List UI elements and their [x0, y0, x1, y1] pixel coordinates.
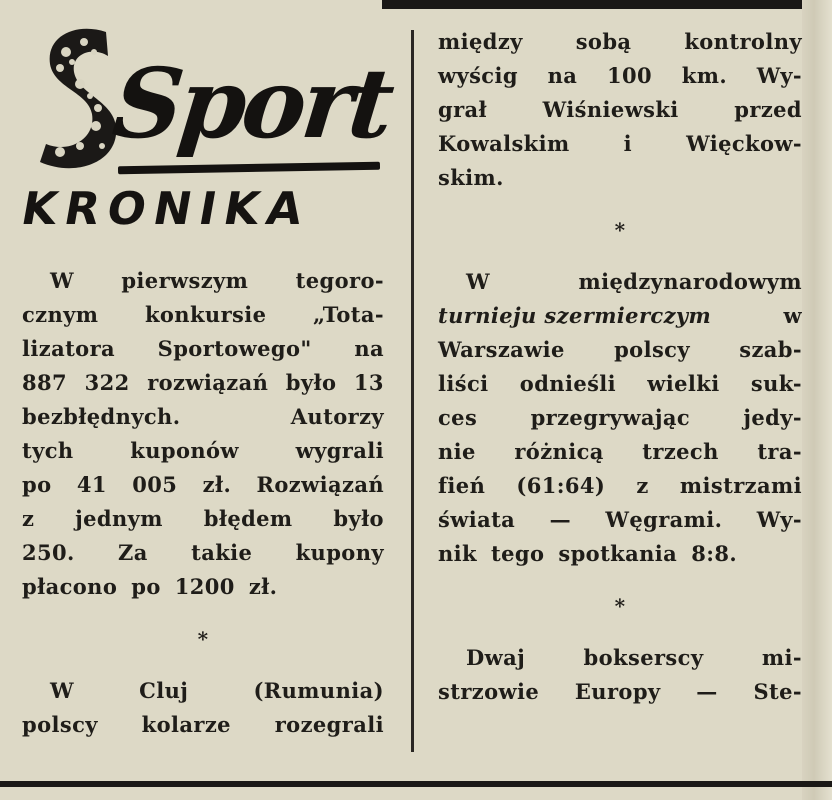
bottom-rule: [0, 781, 832, 787]
left-column: [22, 264, 384, 742]
text-line: liści odnieśli wielki suk-: [438, 371, 802, 396]
masthead-underline: [118, 162, 380, 175]
text-line: tych kuponów wygrali: [22, 438, 384, 463]
text-line: grał Wiśniewski przed: [438, 97, 802, 122]
text-line: W Cluj (Rumunia): [50, 678, 384, 703]
text-line: [438, 299, 802, 333]
masthead-title: Sport: [108, 47, 396, 160]
text-line: nik tego spotkania 8:8.: [438, 541, 738, 566]
text-line: po 41 005 zł. Rozwiązań: [22, 472, 384, 497]
text-line: skim.: [438, 165, 504, 190]
text-line: między sobą kontrolny: [438, 29, 802, 54]
text-line: W międzynarodowym: [466, 269, 802, 294]
text-line: z jednym błędem było: [22, 506, 384, 531]
italic-text: turnieju szermierczym: [438, 303, 712, 328]
text-line: W pierwszym tegoro-: [50, 268, 384, 293]
text-line: Dwaj bokserscy mi-: [466, 645, 802, 670]
text-line: fień (61:64) z mistrzami: [438, 473, 802, 498]
text-line: lizatora Sportowego" na: [22, 336, 384, 361]
masthead: [17, 14, 396, 244]
text-line: 887 322 rozwiązań było 13: [22, 370, 384, 395]
text-line: płacono po 1200 zł.: [22, 574, 278, 599]
right-column: [438, 25, 802, 709]
separator-star: *: [614, 594, 626, 618]
masthead-subtitle: KRONIKA: [17, 182, 315, 235]
text-line: świata — Węgrami. Wy-: [438, 507, 802, 532]
text-line: polscy kolarze rozegrali: [22, 712, 384, 737]
top-rule: [382, 0, 802, 9]
text-line: cznym konkursie „Tota-: [22, 302, 384, 327]
text-line: strzowie Europy — Ste-: [438, 679, 802, 704]
separator-star: *: [197, 627, 209, 651]
text-fragment: w: [783, 303, 802, 328]
text-line: bezbłędnych. Autorzy: [22, 404, 384, 429]
text-line: Kowalskim i Więckow-: [438, 131, 802, 156]
separator-star: *: [614, 218, 626, 242]
text-line: ces przegrywając jedy-: [438, 405, 802, 430]
text-line: Warszawie polscy szab-: [438, 337, 802, 362]
text-line: wyścig na 100 km. Wy-: [438, 63, 802, 88]
text-line: nie różnicą trzech tra-: [438, 439, 802, 464]
column-rule: [411, 30, 414, 752]
text-line: 250. Za takie kupony: [22, 540, 384, 565]
page-edge: [802, 0, 832, 800]
